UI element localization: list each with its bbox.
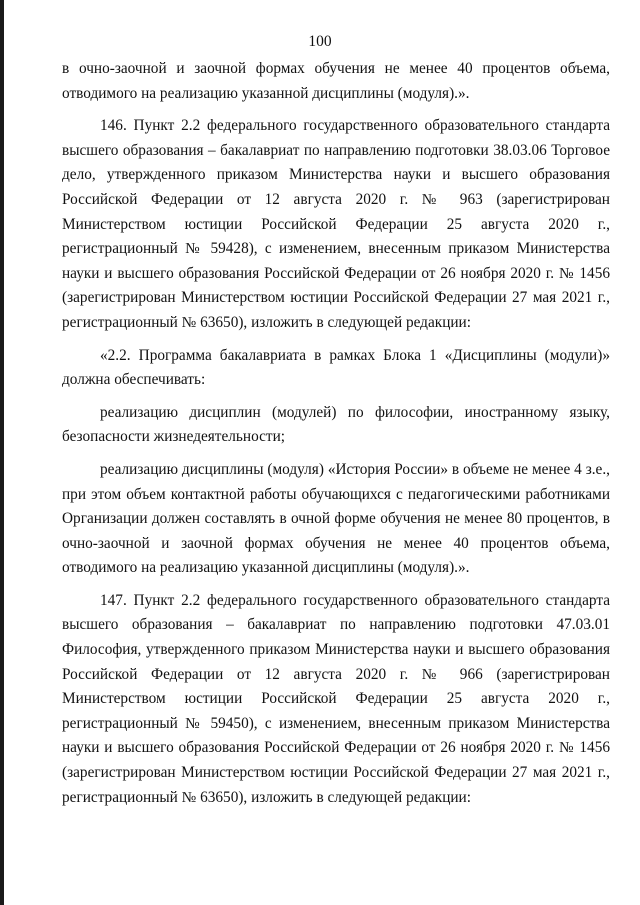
paragraph-continuation: в очно-заочной и заочной формах обучения не менее 40 процентов объема, отводимого на реализацию указанной дисциплины (модуля).». <box>62 60 610 102</box>
page-number: 100 <box>308 33 332 50</box>
paragraph-quote-2-2: «2.2. Программа бакалавриата в рамках Блока 1 «Дисциплины (модули)» должна обеспечивать: <box>62 346 610 389</box>
paragraph-disciplines: реализацию дисциплин (модулей) по философии, иностранному языку, безопасности жизнедеятельности; <box>62 403 610 446</box>
paragraph-146: 146. Пункт 2.2 федерального государственного образовательного стандарта высшего образования – бакалавриат по направлению подготовки 38.03.06 Торговое дело, утвержденного приказом Министерства науки и высшего образования Российской Федерации от 12 августа 2020 г. № 963 (зарегистрирован Министерством юстиции Российской Федерации 25 августа 2020 г., регистрационный № 59428), с изменением, внесенным приказом Министерства науки и высшего образования Российской Федерации от 26 ноября 2020 г. № 1456 (зарегистрирован Министерством юстиции Российской Федерации 27 мая 2021 г., регистрационный № 63650), изложить в следующей редакции: <box>62 117 610 331</box>
document-body <box>62 57 610 810</box>
paragraph-history-russia: реализацию дисциплины (модуля) «История России» в объеме не менее 4 з.е., при этом объем контактной работы обучающихся с педагогическими работниками Организации должен составлять в очной форме обучения не менее 80 процентов, в очно-заочной и заочной формах обучения не менее 40 процентов объема, отводимого на реализацию указанной дисциплины (модуля).». <box>62 460 610 577</box>
paragraph-147: 147. Пункт 2.2 федерального государственного образовательного стандарта высшего образования – бакалавриат по направлению подготовки 47.03.01 Философия, утвержденного приказом Министерства науки и высшего образования Российской Федерации от 12 августа 2020 г. № 966 (зарегистрирован Министерством юстиции Российской Федерации 25 августа 2020 г., регистрационный № 59450), с изменением, внесенным приказом Министерства науки и высшего образования Российской Федерации от 26 ноября 2020 г. № 1456 (зарегистрирован Министерством юстиции Российской Федерации 27 мая 2021 г., регистрационный № 63650), изложить в следующей редакции: <box>62 591 610 806</box>
scan-edge-line <box>0 0 4 905</box>
